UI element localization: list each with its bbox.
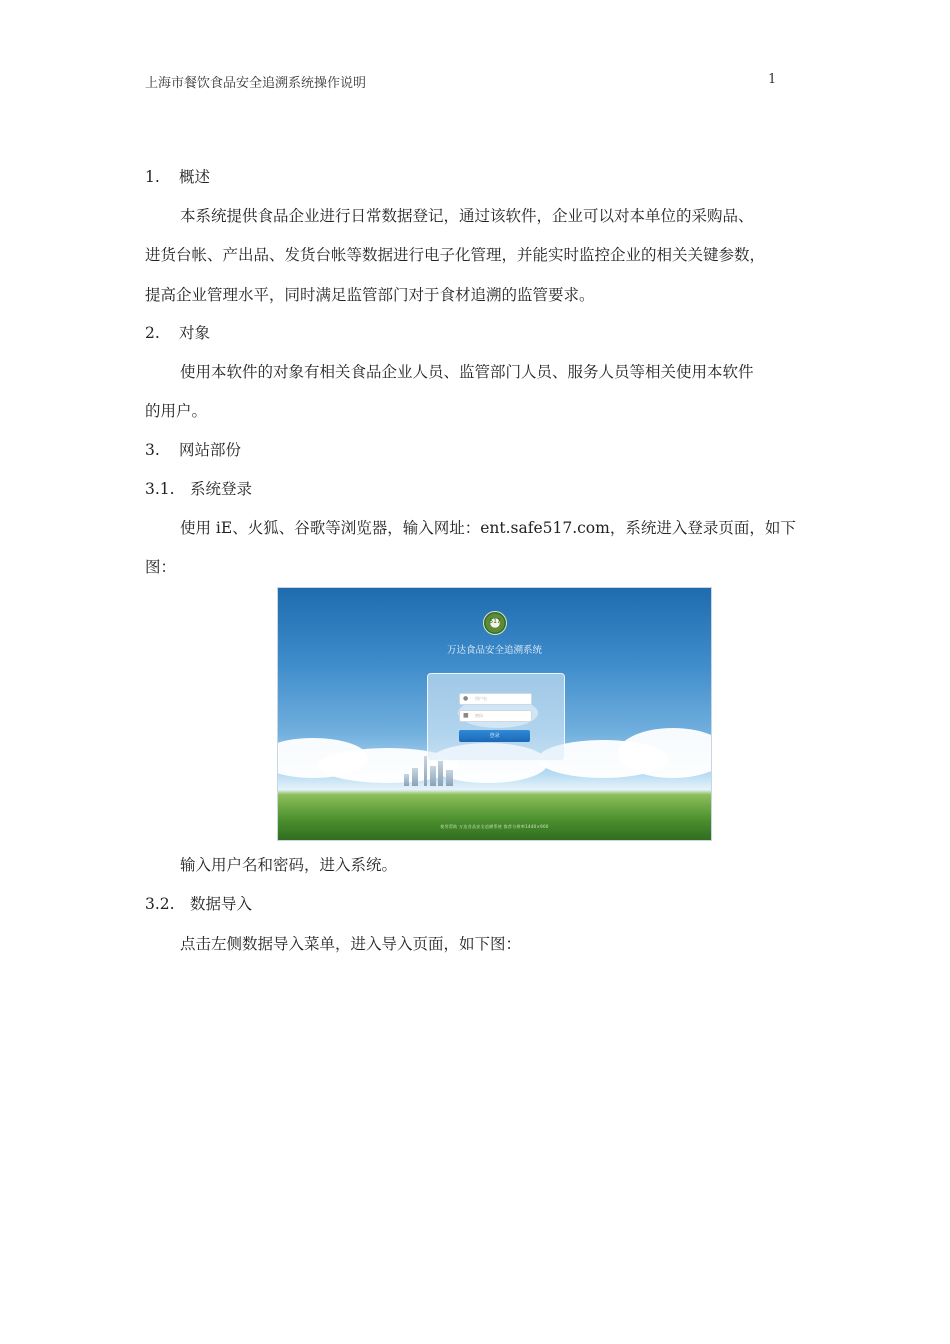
section-number: 3. — [145, 441, 160, 459]
user-icon: ● — [463, 695, 469, 702]
login-panel — [427, 673, 565, 761]
page-number: 1 — [768, 72, 777, 87]
paragraph-line: 本系统提供食品企业进行日常数据登记，通过该软件，企业可以对本单位的采购品、 — [180, 207, 754, 225]
username-field[interactable] — [459, 693, 532, 705]
section-title: 对象 — [179, 324, 211, 342]
building — [412, 768, 418, 786]
section-number: 3.1. — [145, 480, 175, 498]
lock-icon: ■ — [463, 712, 469, 719]
building — [446, 770, 453, 786]
logo-text: 517 — [489, 618, 501, 625]
login-screenshot — [277, 587, 712, 841]
building — [404, 774, 409, 786]
password-field[interactable] — [459, 710, 532, 722]
paragraph-line: 点击左侧数据导入菜单，进入导入页面，如下图： — [180, 935, 522, 953]
section-3-heading — [145, 438, 241, 460]
username-placeholder: 用户名 — [475, 696, 487, 701]
section-3-2-heading — [145, 892, 252, 914]
paragraph-line: 图： — [145, 558, 177, 576]
section-3-1-heading — [145, 477, 252, 499]
section-title: 网站部份 — [179, 441, 242, 459]
section-title: 数据导入 — [190, 895, 253, 913]
section-1-heading — [145, 165, 210, 187]
paragraph-line: 使用 iE、火狐、谷歌等浏览器，输入网址：ent.safe517.com，系统进入登录页面，如下 — [180, 519, 796, 537]
paragraph-line: 提高企业管理水平，同时满足监管部门对于食材追溯的监管要求。 — [145, 286, 595, 304]
building — [430, 766, 436, 786]
section-title: 系统登录 — [190, 480, 253, 498]
section-2-heading — [145, 321, 210, 343]
building — [438, 760, 443, 786]
system-title: 万达食品安全追溯系统 — [446, 645, 542, 656]
paragraph-line: 进货台帐、产出品、发货台帐等数据进行电子化管理，并能实时监控企业的相关关键参数， — [145, 246, 766, 264]
app-logo — [483, 611, 507, 635]
paragraph-line: 使用本软件的对象有相关食品企业人员、监管部门人员、服务人员等相关使用本软件 — [180, 363, 754, 381]
section-title: 概述 — [179, 168, 211, 186]
section-number: 1. — [145, 168, 160, 186]
login-button[interactable]: 登录 — [459, 730, 530, 742]
paragraph-line: 输入用户名和密码，进入系统。 — [180, 856, 398, 874]
password-placeholder: 密码 — [475, 713, 483, 718]
running-header-title: 上海市餐饮食品安全追溯系统操作说明 — [145, 76, 367, 91]
building — [424, 756, 427, 786]
login-footer: 使用帮助 万达食品安全追溯系统 推荐分辨率1440×900 — [440, 824, 549, 829]
section-number: 2. — [145, 324, 160, 342]
paragraph-line: 的用户。 — [145, 402, 208, 420]
section-number: 3.2. — [145, 895, 175, 913]
